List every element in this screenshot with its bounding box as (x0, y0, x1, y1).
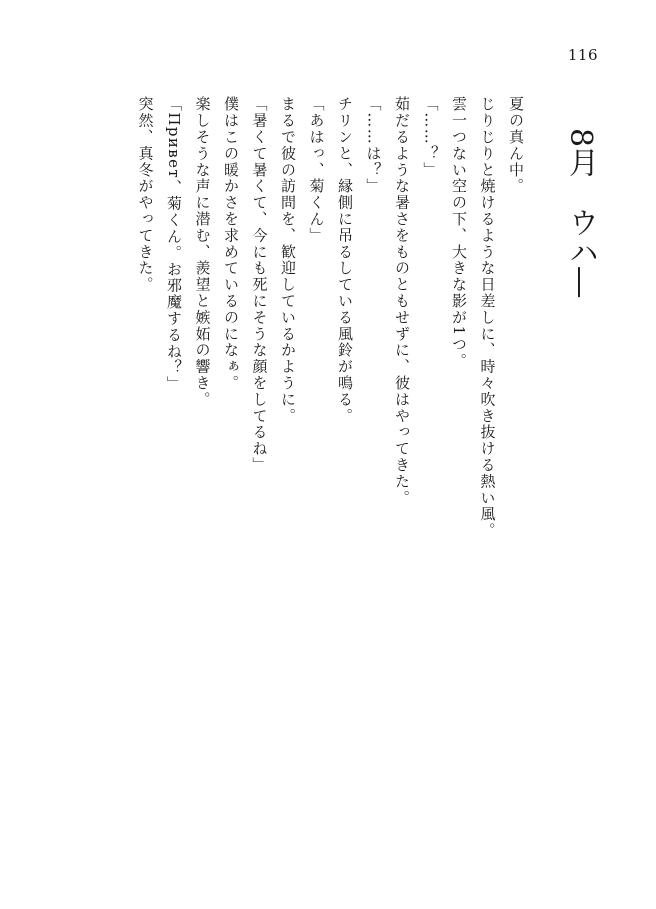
body-text (136, 96, 530, 616)
text-line: 「暑くて暑くて、今にも死にそうな顔をしてるね」 (250, 96, 269, 474)
text-line: 雲一つない空の下、大きな影が1つ。 (450, 96, 468, 370)
text-line: 「Привет、菊くん。お邪魔するね？」 (165, 96, 183, 393)
text-line: 夏の真ん中。 (507, 96, 525, 195)
text-line: 「……？」 (421, 96, 440, 178)
text-line: じりじりと焼けるような日差しに、時々吹き抜ける熱い風。 (478, 96, 497, 539)
text-line: 僕はこの暖かさを求めているのになぁ。 (222, 96, 240, 392)
text-line: 突然、真冬がやってきた。 (136, 96, 155, 293)
chapter-title: 8月 ウハ― (563, 128, 598, 298)
text-line: 「あはっ、菊くん」 (307, 96, 326, 244)
text-line: まるで彼の訪問を、歓迎しているかように。 (279, 96, 297, 424)
text-line: 「……は？」 (364, 96, 383, 195)
text-line: 楽しそうな声に潜む、羨望と嫉妬の響き。 (193, 96, 212, 408)
text-line: チリンと、縁側に吊るしている風鈴が鳴る。 (336, 96, 354, 424)
text-line: 茹だるような暑さをものともせずに、彼はやってきた。 (393, 96, 411, 506)
page-number: 116 (567, 46, 598, 64)
